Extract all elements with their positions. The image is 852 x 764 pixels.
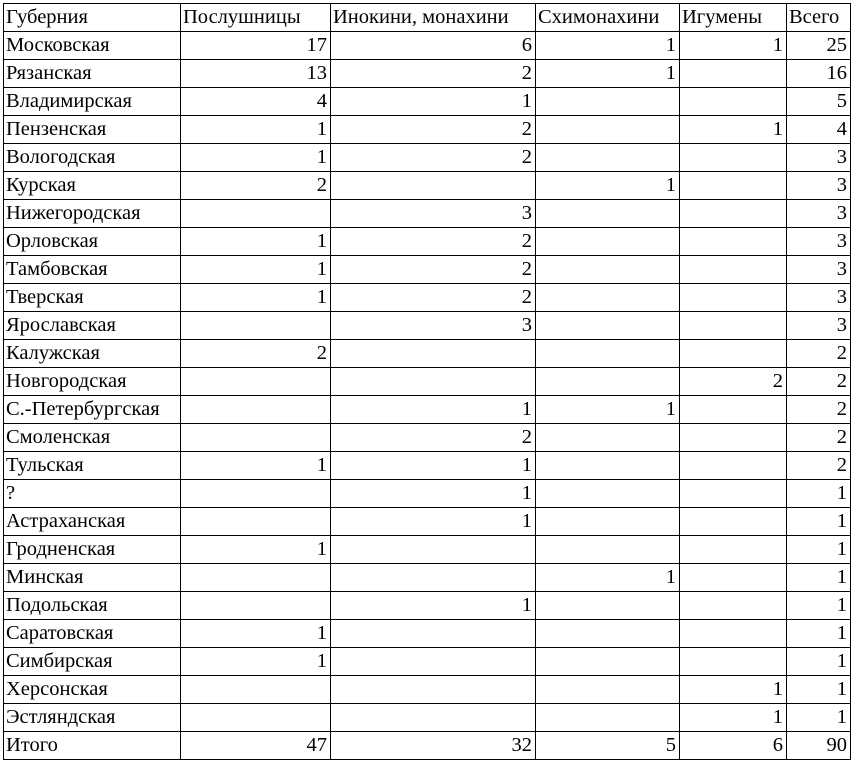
cell-novices [181, 480, 331, 508]
cell-schema-nuns [536, 228, 680, 256]
cell-novices [181, 592, 331, 620]
table-row [4, 340, 851, 368]
cell-schema-nuns: 1 [536, 172, 680, 200]
table-row [4, 424, 851, 452]
cell-total: 3 [787, 200, 851, 228]
cell-nuns: 1 [331, 480, 536, 508]
cell-nuns: 6 [331, 32, 536, 60]
cell-novices: 4 [181, 88, 331, 116]
cell-province: Пензенская [4, 116, 181, 144]
cell-schema-nuns [536, 340, 680, 368]
cell-novices [181, 312, 331, 340]
cell-total: 4 [787, 116, 851, 144]
table-row [4, 312, 851, 340]
table-row [4, 88, 851, 116]
cell-province: Калужская [4, 340, 181, 368]
cell-province: Саратовская [4, 620, 181, 648]
cell-schema-nuns [536, 648, 680, 676]
cell-nuns: 2 [331, 116, 536, 144]
cell-abbesses [680, 452, 787, 480]
cell-total: 3 [787, 144, 851, 172]
cell-novices: 1 [181, 256, 331, 284]
cell-province: Итого [4, 732, 181, 760]
cell-nuns: 2 [331, 228, 536, 256]
cell-abbesses [680, 312, 787, 340]
header-nuns: Инокини, монахини [331, 4, 536, 32]
cell-total: 1 [787, 508, 851, 536]
cell-nuns [331, 704, 536, 732]
cell-novices [181, 200, 331, 228]
table-row [4, 648, 851, 676]
cell-province: Владимирская [4, 88, 181, 116]
cell-schema-nuns [536, 368, 680, 396]
nuns-by-province-table [3, 3, 851, 760]
cell-novices: 1 [181, 620, 331, 648]
cell-abbesses [680, 60, 787, 88]
cell-abbesses: 6 [680, 732, 787, 760]
header-abbesses: Игумены [680, 4, 787, 32]
cell-abbesses [680, 564, 787, 592]
cell-novices [181, 704, 331, 732]
cell-nuns: 2 [331, 424, 536, 452]
cell-schema-nuns: 1 [536, 564, 680, 592]
cell-total: 1 [787, 480, 851, 508]
cell-nuns [331, 340, 536, 368]
cell-total: 1 [787, 592, 851, 620]
cell-schema-nuns [536, 256, 680, 284]
cell-province: Тульская [4, 452, 181, 480]
table-row [4, 564, 851, 592]
cell-schema-nuns [536, 508, 680, 536]
table-row [4, 676, 851, 704]
cell-schema-nuns [536, 424, 680, 452]
table-row [4, 592, 851, 620]
cell-province: Херсонская [4, 676, 181, 704]
cell-total: 3 [787, 312, 851, 340]
total-row [4, 732, 851, 760]
cell-abbesses [680, 424, 787, 452]
cell-province: Рязанская [4, 60, 181, 88]
cell-nuns [331, 536, 536, 564]
cell-province: Нижегородская [4, 200, 181, 228]
cell-abbesses: 1 [680, 116, 787, 144]
header-province: Губерния [4, 4, 181, 32]
cell-total: 1 [787, 704, 851, 732]
cell-province: С.-Петербургская [4, 396, 181, 424]
cell-province: Эстляндская [4, 704, 181, 732]
cell-abbesses [680, 620, 787, 648]
cell-abbesses [680, 228, 787, 256]
cell-nuns: 32 [331, 732, 536, 760]
cell-province: Тверская [4, 284, 181, 312]
cell-province: Подольская [4, 592, 181, 620]
cell-abbesses [680, 256, 787, 284]
table-row [4, 536, 851, 564]
cell-province: Новгородская [4, 368, 181, 396]
cell-province: Астраханская [4, 508, 181, 536]
cell-total: 3 [787, 284, 851, 312]
cell-nuns: 3 [331, 200, 536, 228]
cell-nuns: 1 [331, 508, 536, 536]
cell-schema-nuns [536, 480, 680, 508]
cell-novices [181, 396, 331, 424]
cell-novices: 1 [181, 648, 331, 676]
cell-schema-nuns [536, 592, 680, 620]
cell-novices: 2 [181, 172, 331, 200]
header-schema-nuns: Схимонахини [536, 4, 680, 32]
cell-province: Минская [4, 564, 181, 592]
cell-novices: 2 [181, 340, 331, 368]
cell-total: 1 [787, 536, 851, 564]
cell-nuns: 2 [331, 284, 536, 312]
cell-novices: 47 [181, 732, 331, 760]
cell-total: 25 [787, 32, 851, 60]
cell-total: 2 [787, 340, 851, 368]
cell-abbesses: 2 [680, 368, 787, 396]
cell-total: 1 [787, 564, 851, 592]
cell-schema-nuns [536, 704, 680, 732]
table-row [4, 60, 851, 88]
cell-total: 16 [787, 60, 851, 88]
cell-novices: 13 [181, 60, 331, 88]
cell-nuns: 2 [331, 256, 536, 284]
cell-schema-nuns: 1 [536, 396, 680, 424]
table-row [4, 508, 851, 536]
cell-nuns: 3 [331, 312, 536, 340]
cell-abbesses [680, 200, 787, 228]
cell-province: ? [4, 480, 181, 508]
cell-abbesses [680, 480, 787, 508]
cell-schema-nuns [536, 312, 680, 340]
cell-nuns [331, 172, 536, 200]
cell-schema-nuns [536, 88, 680, 116]
cell-abbesses: 1 [680, 676, 787, 704]
cell-schema-nuns [536, 676, 680, 704]
table-row [4, 704, 851, 732]
cell-nuns: 1 [331, 88, 536, 116]
cell-nuns: 1 [331, 592, 536, 620]
table-row [4, 480, 851, 508]
cell-nuns [331, 368, 536, 396]
cell-novices [181, 368, 331, 396]
cell-abbesses [680, 396, 787, 424]
cell-province: Орловская [4, 228, 181, 256]
cell-nuns [331, 648, 536, 676]
cell-province: Ярославская [4, 312, 181, 340]
cell-total: 2 [787, 452, 851, 480]
cell-nuns [331, 676, 536, 704]
cell-total: 3 [787, 228, 851, 256]
cell-nuns: 1 [331, 396, 536, 424]
cell-novices: 1 [181, 536, 331, 564]
cell-abbesses [680, 340, 787, 368]
header-row [4, 4, 851, 32]
cell-abbesses [680, 648, 787, 676]
cell-schema-nuns [536, 144, 680, 172]
cell-novices: 1 [181, 452, 331, 480]
cell-novices: 1 [181, 116, 331, 144]
cell-province: Тамбовская [4, 256, 181, 284]
cell-schema-nuns: 1 [536, 60, 680, 88]
cell-nuns: 1 [331, 452, 536, 480]
cell-abbesses [680, 88, 787, 116]
cell-total: 5 [787, 88, 851, 116]
cell-nuns: 2 [331, 60, 536, 88]
cell-total: 90 [787, 732, 851, 760]
cell-schema-nuns: 5 [536, 732, 680, 760]
cell-total: 2 [787, 424, 851, 452]
cell-novices: 1 [181, 144, 331, 172]
table-row [4, 256, 851, 284]
cell-novices: 1 [181, 228, 331, 256]
cell-nuns [331, 620, 536, 648]
cell-abbesses [680, 592, 787, 620]
table-row [4, 228, 851, 256]
cell-total: 1 [787, 620, 851, 648]
table-row [4, 368, 851, 396]
cell-abbesses [680, 508, 787, 536]
table-body [4, 32, 851, 760]
cell-schema-nuns [536, 620, 680, 648]
cell-abbesses: 1 [680, 704, 787, 732]
cell-province: Курская [4, 172, 181, 200]
cell-province: Московская [4, 32, 181, 60]
table-row [4, 396, 851, 424]
cell-total: 1 [787, 676, 851, 704]
table-row [4, 116, 851, 144]
cell-schema-nuns [536, 284, 680, 312]
cell-novices [181, 564, 331, 592]
cell-province: Вологодская [4, 144, 181, 172]
cell-abbesses: 1 [680, 32, 787, 60]
cell-novices [181, 508, 331, 536]
table-row [4, 284, 851, 312]
cell-novices [181, 424, 331, 452]
cell-novices [181, 676, 331, 704]
cell-nuns: 2 [331, 144, 536, 172]
cell-total: 3 [787, 172, 851, 200]
cell-abbesses [680, 172, 787, 200]
table-row [4, 620, 851, 648]
cell-abbesses [680, 284, 787, 312]
cell-schema-nuns [536, 536, 680, 564]
cell-abbesses [680, 144, 787, 172]
cell-schema-nuns [536, 452, 680, 480]
table-row [4, 200, 851, 228]
cell-province: Симбирская [4, 648, 181, 676]
header-total: Всего [787, 4, 851, 32]
table-row [4, 144, 851, 172]
cell-nuns [331, 564, 536, 592]
cell-schema-nuns: 1 [536, 32, 680, 60]
cell-province: Смоленская [4, 424, 181, 452]
cell-abbesses [680, 536, 787, 564]
cell-schema-nuns [536, 116, 680, 144]
cell-province: Гродненская [4, 536, 181, 564]
table-row [4, 32, 851, 60]
cell-total: 2 [787, 396, 851, 424]
header-novices: Послушницы [181, 4, 331, 32]
table-row [4, 172, 851, 200]
cell-schema-nuns [536, 200, 680, 228]
cell-novices: 1 [181, 284, 331, 312]
cell-total: 3 [787, 256, 851, 284]
cell-total: 2 [787, 368, 851, 396]
cell-novices: 17 [181, 32, 331, 60]
table-row [4, 452, 851, 480]
cell-total: 1 [787, 648, 851, 676]
